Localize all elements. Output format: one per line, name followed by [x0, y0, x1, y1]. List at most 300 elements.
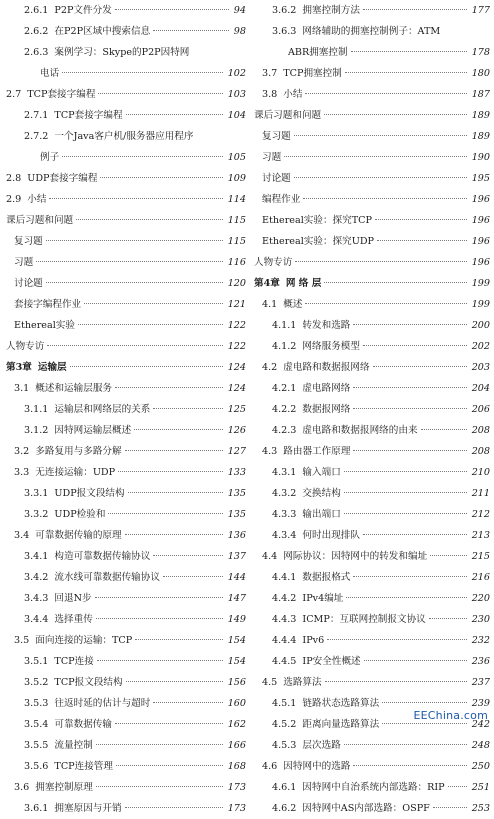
toc-page-number: 135: [227, 509, 246, 520]
toc-entry-title: 人物专访: [6, 341, 45, 352]
toc-entry: [6, 756, 246, 777]
toc-entry: [254, 399, 490, 420]
dot-leader: [70, 366, 223, 367]
dot-leader: [100, 177, 222, 178]
toc-entry-title: 拥塞原因与开销: [54, 803, 122, 814]
toc-page-number: 94: [233, 5, 246, 16]
toc-page-number: 154: [227, 635, 246, 646]
toc-page-number: 124: [227, 383, 246, 394]
toc-page-number: 124: [227, 362, 246, 373]
dot-leader: [128, 492, 223, 493]
dot-leader: [364, 660, 467, 661]
toc-entry-title: IPv4编址: [302, 593, 344, 604]
toc-page-number: 116: [227, 257, 246, 268]
dot-leader: [125, 450, 223, 451]
toc-entry-number: 3.3.2: [24, 509, 49, 520]
toc-entry: [6, 336, 246, 357]
dot-leader: [351, 51, 467, 52]
toc-page-number: 125: [227, 404, 246, 415]
toc-entry-title: 转发和选路: [302, 320, 351, 331]
toc-entry-number: 4.2: [262, 362, 278, 373]
dot-leader: [134, 429, 223, 430]
dot-leader: [49, 198, 222, 199]
toc-entry: [6, 231, 246, 252]
dot-leader: [325, 681, 467, 682]
toc-page-number: 211: [471, 488, 490, 499]
toc-entry-number: 2.7: [6, 89, 22, 100]
toc-page-number: 215: [471, 551, 490, 562]
toc-page-number: 187: [471, 89, 490, 100]
toc-entry-title: 一个Java客户机/服务器应用程序: [54, 131, 194, 142]
toc-entry-title: 小结: [283, 89, 303, 100]
toc-page-number: 195: [471, 173, 490, 184]
dot-leader: [373, 366, 467, 367]
toc-page-number: 196: [471, 194, 490, 205]
site-watermark: EEChina.com: [413, 709, 488, 722]
toc-entry-number: 4.2.2: [272, 404, 297, 415]
toc-entry: [254, 504, 490, 525]
toc-entry-title: 面向连接的运输：TCP: [35, 635, 133, 646]
toc-entry-number: 3.1.2: [24, 425, 49, 436]
toc-entry-number: 4.3.1: [272, 467, 297, 478]
toc-page-number: 173: [227, 782, 246, 793]
toc-entry-number: 3.8: [262, 89, 278, 100]
toc-entry-title: 复习题: [262, 131, 291, 142]
toc-entry-number: 4.4.1: [272, 572, 297, 583]
toc-entry-number: 3.5.3: [24, 698, 49, 709]
toc-entry: [254, 294, 490, 315]
toc-chapter-entry: [6, 357, 246, 378]
dot-leader: [353, 387, 466, 388]
toc-entry-title: 案例学习：Skype的P2P因特网: [54, 47, 190, 58]
toc-page-number: 189: [471, 110, 490, 121]
toc-entry-number: 3.4.4: [24, 614, 49, 625]
toc-page-number: 122: [227, 341, 246, 352]
toc-entry-title: 套接字编程作业: [14, 299, 82, 310]
toc-entry: [6, 105, 246, 126]
toc-entry: [6, 693, 246, 714]
toc-entry: [6, 273, 246, 294]
toc-entry-title: TCP连接管理: [54, 761, 113, 772]
toc-page-number: 160: [227, 698, 246, 709]
dot-leader: [125, 807, 223, 808]
toc-entry-number: 4.1: [262, 299, 278, 310]
toc-entry: [254, 630, 490, 651]
dot-leader: [84, 303, 223, 304]
dot-leader: [421, 429, 467, 430]
toc-page-number: 114: [227, 194, 246, 205]
toc-entry-number: 3.5: [14, 635, 30, 646]
toc-entry: [6, 378, 246, 399]
toc-entry: [254, 84, 490, 105]
toc-entry: [6, 147, 246, 168]
toc-entry-title: 编程作业: [262, 194, 301, 205]
toc-entry: [254, 672, 490, 693]
toc-page-number: 196: [471, 215, 490, 226]
toc-page-number: 204: [471, 383, 490, 394]
toc-page-number: 127: [227, 446, 246, 457]
toc-page-number: 104: [227, 110, 246, 121]
dot-leader: [96, 744, 223, 745]
toc-page-number: 147: [227, 593, 246, 604]
toc-page-number: 239: [471, 698, 490, 709]
dot-leader: [78, 324, 223, 325]
toc-entry: [254, 525, 490, 546]
dot-leader: [353, 324, 466, 325]
toc-entry-number: 3.6: [14, 782, 30, 793]
toc-entry-title: 网际协议：因特网中的转发和编址: [283, 551, 428, 562]
toc-entry-number: 4.4.3: [272, 614, 297, 625]
toc-entry-title: 距离向量选路算法: [302, 719, 380, 730]
toc-entry: [254, 42, 490, 63]
dot-leader: [62, 156, 223, 157]
toc-entry: [254, 252, 490, 273]
dot-leader: [126, 114, 223, 115]
dot-leader: [353, 450, 466, 451]
dot-leader: [95, 597, 223, 598]
toc-entry-title: TCP连接: [54, 656, 94, 667]
toc-page-number: 208: [471, 425, 490, 436]
dot-leader: [98, 93, 222, 94]
toc-entry-title: 流量控制: [54, 740, 93, 751]
toc-entry-number: 2.6.1: [24, 5, 49, 16]
toc-entry-title: 概述和运输层服务: [35, 383, 113, 394]
toc-entry-number: 2.8: [6, 173, 22, 184]
toc-entry-title: 虚电路网络: [302, 383, 351, 394]
toc-entry-title: 链路状态选路算法: [302, 698, 380, 709]
toc-page-number: 102: [227, 68, 246, 79]
toc-entry-title: IP安全性概述: [302, 656, 361, 667]
toc-page-number: 200: [471, 320, 490, 331]
toc-page-number: 213: [471, 530, 490, 541]
dot-leader: [284, 156, 467, 157]
dot-leader: [115, 387, 223, 388]
toc-page-number: 137: [227, 551, 246, 562]
toc-page-number: 208: [471, 446, 490, 457]
toc-entry-title: Ethereal实验：探究TCP: [262, 215, 372, 226]
toc-entry-title: 例子: [40, 152, 60, 163]
toc-entry-title: IPv6: [302, 635, 325, 646]
dot-leader: [46, 282, 223, 283]
dot-leader: [375, 219, 467, 220]
toc-entry-title: 输出端口: [302, 509, 341, 520]
dot-leader: [125, 534, 223, 535]
toc-entry-title: 讨论题: [14, 278, 43, 289]
toc-entry-number: 3.6.2: [272, 5, 297, 16]
dot-leader: [353, 408, 466, 409]
toc-entry-title: 输入端口: [302, 467, 341, 478]
toc-entry: [6, 504, 246, 525]
dot-leader: [363, 345, 467, 346]
dot-leader: [153, 30, 229, 31]
toc-entry-title: 构造可靠数据传输协议: [54, 551, 151, 562]
toc-entry-title: UDP报文段结构: [54, 488, 125, 499]
toc-page-number: 98: [233, 26, 246, 37]
toc-entry: [6, 672, 246, 693]
toc-entry-title: 复习题: [14, 236, 43, 247]
toc-entry: [6, 126, 246, 147]
toc-entry: [6, 315, 246, 336]
toc-entry: [254, 126, 490, 147]
toc-page-number: 166: [227, 740, 246, 751]
toc-page-number: 133: [227, 467, 246, 478]
dot-leader: [344, 471, 467, 472]
toc-page-number: 230: [471, 614, 490, 625]
dot-leader: [346, 597, 466, 598]
toc-entry-number: 4.6.1: [272, 782, 297, 793]
dot-leader: [327, 639, 466, 640]
toc-entry-number: 2.9: [6, 194, 22, 205]
toc-page-number: 178: [471, 47, 490, 58]
toc-entry-number: 3.5.2: [24, 677, 49, 688]
toc-entry: [254, 756, 490, 777]
toc-entry: [254, 105, 490, 126]
toc-page-number: 206: [471, 404, 490, 415]
toc-entry-number: 第4章: [254, 278, 280, 289]
dot-leader: [163, 576, 223, 577]
toc-entry-number: 3.6.3: [272, 26, 297, 37]
toc-entry: [6, 168, 246, 189]
toc-entry-title: 路由器工作原理: [283, 446, 351, 457]
toc-page-number: 203: [471, 362, 490, 373]
dot-leader: [294, 177, 467, 178]
toc-entry-number: 4.5.3: [272, 740, 297, 751]
toc-entry-number: 3.4.3: [24, 593, 49, 604]
toc-entry-title: UDP套接字编程: [27, 173, 98, 184]
toc-entry-title: Ethereal实验: [14, 320, 75, 331]
toc-entry-number: 3.6.1: [24, 803, 49, 814]
toc-page-number: 237: [471, 677, 490, 688]
toc-entry: [6, 567, 246, 588]
toc-entry-number: 3.3.1: [24, 488, 49, 499]
toc-entry-number: 4.6.2: [272, 803, 297, 814]
dot-leader: [116, 765, 223, 766]
toc-chapter-entry: [254, 273, 490, 294]
dot-leader: [324, 114, 467, 115]
toc-entry-number: 4.4.4: [272, 635, 297, 646]
toc-entry-title: 运输层和网络层的关系: [54, 404, 151, 415]
toc-entry: [254, 441, 490, 462]
toc-entry-number: 4.3.4: [272, 530, 297, 541]
toc-page-number: 180: [471, 68, 490, 79]
toc-page-number: 154: [227, 656, 246, 667]
dot-leader: [62, 72, 223, 73]
toc-entry: [6, 546, 246, 567]
dot-leader: [96, 618, 223, 619]
toc-entry: [6, 0, 246, 21]
toc-entry-number: 2.7.2: [24, 131, 49, 142]
toc-entry: [254, 546, 490, 567]
toc-page-number: 199: [471, 299, 490, 310]
toc-entry-title: TCP套接字编程: [27, 89, 96, 100]
dot-leader: [294, 135, 467, 136]
toc-entry: [254, 420, 490, 441]
toc-entry-title: 课后习题和问题: [254, 110, 322, 121]
toc-entry-title: 多路复用与多路分解: [35, 446, 122, 457]
toc-page-number: 212: [471, 509, 490, 520]
toc-entry: [254, 483, 490, 504]
toc-entry-number: 4.1.2: [272, 341, 297, 352]
toc-entry-number: 3.4.2: [24, 572, 49, 583]
dot-leader: [363, 534, 467, 535]
toc-right-column: [254, 0, 490, 819]
toc-entry: [254, 609, 490, 630]
toc-page-number: 115: [227, 236, 246, 247]
toc-entry: [254, 168, 490, 189]
toc-entry-title: 数据报网络: [302, 404, 351, 415]
toc-page-number: 190: [471, 152, 490, 163]
dot-leader: [429, 618, 467, 619]
dot-leader: [305, 303, 466, 304]
toc-entry-title: 小结: [27, 194, 47, 205]
toc-entry-title: TCP拥塞控制: [283, 68, 342, 79]
toc-entry: [6, 420, 246, 441]
toc-entry: [254, 63, 490, 84]
toc-page-number: 162: [227, 719, 246, 730]
dot-leader: [118, 471, 223, 472]
toc-page-number: 251: [471, 782, 490, 793]
toc-page-number: 156: [227, 677, 246, 688]
toc-entry-number: 4.3.2: [272, 488, 297, 499]
toc-entry-title: ABR拥塞控制: [288, 47, 348, 58]
dot-leader: [76, 219, 223, 220]
toc-entry-number: 4.2.3: [272, 425, 297, 436]
dot-leader: [153, 555, 222, 556]
toc-entry: [254, 357, 490, 378]
toc-entry-title: 习题: [14, 257, 34, 268]
toc-entry-number: 2.7.1: [24, 110, 49, 121]
toc-page-number: 216: [471, 572, 490, 583]
dot-leader: [324, 282, 466, 283]
toc-entry-title: 层次选路: [302, 740, 341, 751]
toc-entry: [254, 735, 490, 756]
toc-entry-number: 4.5.2: [272, 719, 297, 730]
toc-entry-title: 何时出现排队: [302, 530, 360, 541]
toc-entry-title: P2P文件分发: [54, 5, 112, 16]
toc-entry: [254, 777, 490, 798]
toc-entry-number: 4.4.2: [272, 593, 297, 604]
dot-leader: [448, 786, 467, 787]
toc-entry-number: 4.1.1: [272, 320, 297, 331]
toc-entry-title: 人物专访: [254, 257, 293, 268]
dot-leader: [382, 702, 467, 703]
toc-entry: [254, 210, 490, 231]
toc-entry-title: ICMP：互联网控制报文协议: [302, 614, 426, 625]
dot-leader: [363, 9, 467, 10]
toc-page-number: 220: [471, 593, 490, 604]
toc-entry-title: TCP套接字编程: [54, 110, 123, 121]
dot-leader: [353, 576, 466, 577]
toc-page-number: 109: [227, 173, 246, 184]
toc-entry-number: 3.3: [14, 467, 30, 478]
toc-entry-number: 3.7: [262, 68, 278, 79]
dot-leader: [153, 702, 222, 703]
toc-page-number: 232: [471, 635, 490, 646]
toc-entry: [6, 483, 246, 504]
toc-page-number: 253: [471, 803, 490, 814]
dot-leader: [305, 93, 466, 94]
toc-page-number: 189: [471, 131, 490, 142]
toc-entry-title: 虚电路和数据报网络: [283, 362, 370, 373]
toc-entry-title: 回退N步: [54, 593, 92, 604]
dot-leader: [345, 72, 467, 73]
toc-entry-title: 因特网运输层概述: [54, 425, 132, 436]
toc-entry: [254, 189, 490, 210]
dot-leader: [108, 513, 222, 514]
toc-page-number: 103: [227, 89, 246, 100]
toc-page-number: 202: [471, 341, 490, 352]
toc-entry-number: 2.6.3: [24, 47, 49, 58]
dot-leader: [377, 240, 467, 241]
toc-entry: [6, 630, 246, 651]
toc-entry-title: 网络服务模型: [302, 341, 360, 352]
toc-entry: [6, 777, 246, 798]
toc-page-number: 121: [227, 299, 246, 310]
dot-leader: [36, 261, 223, 262]
toc-page-number: 105: [227, 152, 246, 163]
toc-entry: [6, 189, 246, 210]
toc-entry-number: 2.6.2: [24, 26, 49, 37]
toc-entry-title: 虚电路和数据报网络的由来: [302, 425, 418, 436]
toc-entry: [6, 525, 246, 546]
toc-entry-number: 4.2.1: [272, 383, 297, 394]
toc-entry-title: 因特网中AS内部选路：OSPF: [302, 803, 430, 814]
toc-entry: [6, 735, 246, 756]
toc-entry: [254, 231, 490, 252]
toc-page-number: 236: [471, 656, 490, 667]
dot-leader: [430, 555, 467, 556]
dot-leader: [295, 261, 466, 262]
dot-leader: [47, 345, 222, 346]
toc-entry-title: 数据报格式: [302, 572, 351, 583]
toc-entry-number: 4.3.3: [272, 509, 297, 520]
toc-entry: [6, 714, 246, 735]
toc-entry: [254, 798, 490, 819]
dot-leader: [344, 744, 467, 745]
toc-entry: [6, 798, 246, 819]
toc-entry: [6, 84, 246, 105]
toc-page-number: 196: [471, 257, 490, 268]
toc-entry-number: 4.6: [262, 761, 278, 772]
toc-entry-title: 流水线可靠数据传输协议: [54, 572, 160, 583]
toc-entry-number: 3.1.1: [24, 404, 49, 415]
toc-entry: [254, 315, 490, 336]
toc-page-number: 168: [227, 761, 246, 772]
dot-leader: [46, 240, 223, 241]
toc-page-number: 115: [227, 215, 246, 226]
toc-page-number: 196: [471, 236, 490, 247]
toc-entry: [254, 567, 490, 588]
toc-entry-title: 可靠数据传输: [54, 719, 112, 730]
toc-entry: [254, 21, 490, 42]
dot-leader: [135, 639, 222, 640]
toc-entry: [6, 294, 246, 315]
toc-page-number: 120: [227, 278, 246, 289]
toc-entry-number: 4.5.1: [272, 698, 297, 709]
toc-entry-number: 3.5.4: [24, 719, 49, 730]
toc-entry-number: 4.4: [262, 551, 278, 562]
toc-page-number: 177: [471, 5, 490, 16]
toc-entry: [6, 651, 246, 672]
toc-entry-title: 概述: [283, 299, 303, 310]
toc-entry-number: 3.2: [14, 446, 30, 457]
toc-entry-title: 网 络 层: [285, 278, 322, 289]
toc-entry-number: 4.4.5: [272, 656, 297, 667]
dot-leader: [353, 765, 466, 766]
toc-page-number: 135: [227, 488, 246, 499]
toc-entry-title: Ethereal实验：探究UDP: [262, 236, 374, 247]
toc-entry: [6, 609, 246, 630]
